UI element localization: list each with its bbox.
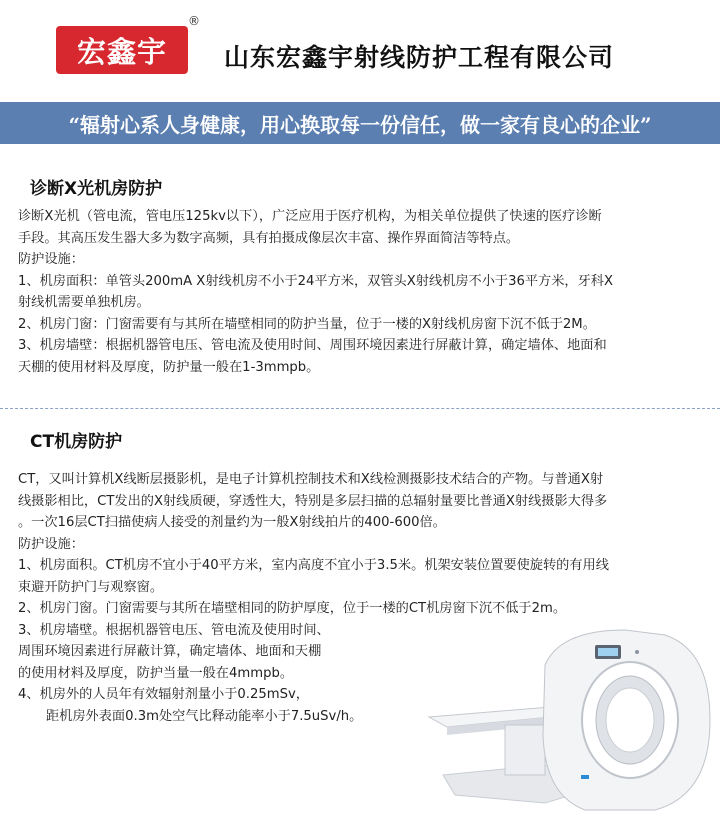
xray-item-2: 2、机房门窗：门窗需要有与其所在墙壁相同的防护当量，位于一楼的X射线机房窗下沉不低于2M。 [18, 316, 596, 332]
slogan-band [0, 102, 720, 144]
ct-intro-line: CT，又叫计算机X线断层摄影机，是电子计算机控制技术和X线检测摄影技术结合的产物。与普通X射 [18, 472, 604, 487]
ct-item-1: 1、机房面积。CT机房不宜小于40平方米，室内高度不宜小于3.5米。机架安装位置要使旋转的有用线 [18, 558, 609, 573]
company-logo: 宏鑫宇 [56, 26, 188, 74]
ct-item-2: 2、机房门窗。门窗需要与其所在墙壁相同的防护厚度，位于一楼的CT机房窗下沉不低于2m。 [18, 601, 567, 616]
slogan-text: “辐射心系人身健康，用心换取每一份信任，做一家有良心的企业” [68, 112, 652, 137]
ct-item-3-cont: 的使用材料及厚度，防护当量一般在4mmpb。 [18, 665, 294, 681]
ct-item-3: 3、机房墙壁。根据机器管电压、管电流及使用时间、 [18, 622, 330, 638]
ct-scanner-image [425, 625, 715, 815]
xray-measures-label: 防护设施： [18, 252, 84, 267]
ct-measures-label: 防护设施： [18, 536, 84, 552]
ct-item-4: 4、机房外的人员年有效辐射剂量小于0.25mSv， [18, 687, 309, 702]
xray-item-1-cont: 射线机需要单独机房。 [18, 295, 150, 310]
ct-item-4-cont: 距机房外表面0.3m处空气比释动能率小于7.5uSv/h。 [46, 708, 363, 724]
company-name: 山东宏鑫宇射线防护工程有限公司 [224, 43, 615, 72]
ct-intro-line: 。一次16层CT扫描使病人接受的剂量约为一般X射线拍片的400-600倍。 [18, 515, 446, 530]
xray-item-1: 1、机房面积：单管头200mA X射线机房不小于24平方米，双管头X射线机房不小于36平方米，牙科X [18, 273, 614, 289]
xray-item-3-cont: 天棚的使用材料及厚度，防护量一般在1-3mmpb。 [18, 359, 320, 375]
registered-mark: ® [188, 14, 200, 28]
xray-intro-line: 诊断X光机（管电流，管电压125kv以下），广泛应用于医疗机构，为相关单位提供了快速的医疗诊断 [18, 209, 602, 224]
ct-intro-line: 线摄影相比，CT发出的X射线质硬，穿透性大，特别是多层扫描的总辐射量要比普通X射线摄影大得多 [18, 493, 608, 509]
page-header [0, 0, 720, 100]
xray-section-body [18, 206, 702, 378]
section-divider [0, 408, 720, 409]
ct-item-3-cont: 周围环境因素进行屏蔽计算，确定墙体、地面和天棚 [18, 644, 322, 659]
ct-item-1-cont: 束避开防护门与观察窗。 [18, 579, 164, 595]
xray-item-3: 3、机房墙壁：根据机器管电压、管电流及使用时间、周围环境因素进行屏蔽计算，确定墙体、地面和 [18, 338, 607, 353]
ct-section-title: CT机房防护 [30, 432, 123, 452]
xray-section-title: 诊断X光机房防护 [30, 179, 163, 199]
xray-intro-line: 手段。其高压发生器大多为数字高频，具有拍摄成像层次丰富、操作界面简洁等特点。 [18, 230, 520, 246]
